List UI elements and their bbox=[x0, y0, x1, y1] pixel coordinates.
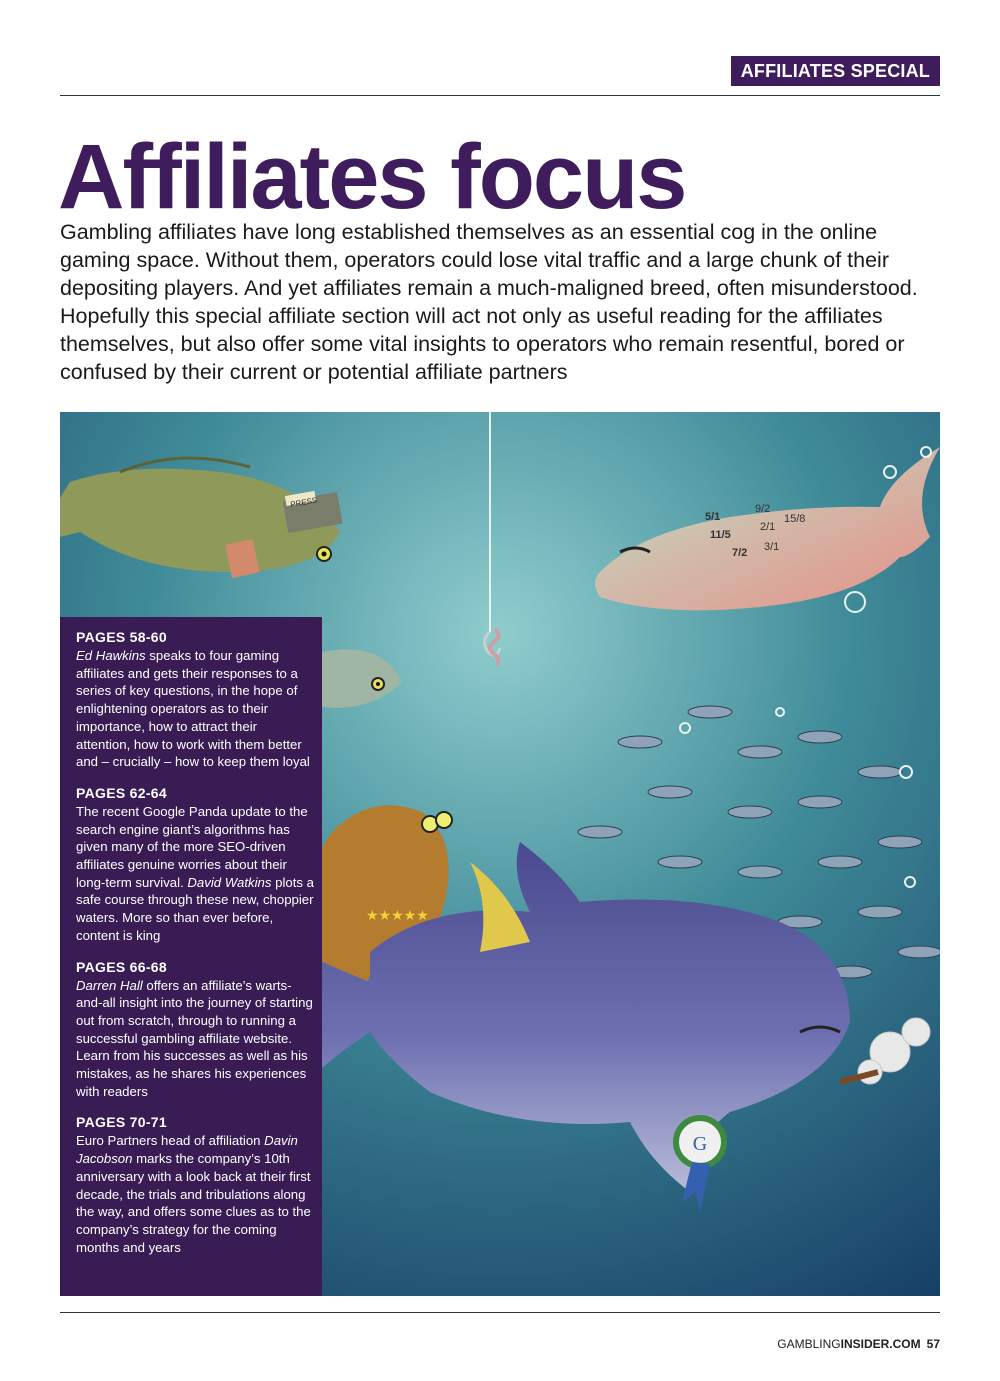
contents-sidebar bbox=[60, 617, 322, 1296]
bottom-rule bbox=[60, 1312, 940, 1313]
author-name: Darren Hall bbox=[76, 977, 143, 993]
author-name: David Watkins bbox=[187, 874, 272, 890]
odds-2: 9/2 bbox=[755, 503, 771, 515]
odds-7: 3/1 bbox=[764, 541, 780, 553]
hat-label: PRESS bbox=[289, 495, 318, 510]
odds-6: 7/2 bbox=[732, 547, 748, 559]
section-body-intro: Euro Partners head of affiliation bbox=[76, 1133, 265, 1149]
footer bbox=[777, 1337, 940, 1351]
headline: Affiliates focus bbox=[58, 126, 686, 228]
section-body: plots a safe course through these new, choppier waters. More so than ever before, content is king bbox=[76, 874, 314, 943]
sidebar-section-1 bbox=[76, 629, 314, 771]
footer-brand-light: GAMBLING bbox=[777, 1337, 841, 1351]
sidebar-section-3 bbox=[76, 959, 314, 1101]
section-body: marks the company’s 10th anniversary with a look back at their first decade, the trials and tribulations along the way, and offers some clues as to the company’s strategy for the coming months and years bbox=[76, 1151, 311, 1255]
section-body-intro: The recent Google Panda update to the search engine giant’s algorithms has given many of the more SEO-driven affiliates genuine worries about their long-term survival. bbox=[76, 803, 308, 890]
rosette-letter: G bbox=[692, 1133, 708, 1155]
page-number: 57 bbox=[926, 1337, 940, 1351]
section-heading: PAGES 62-64 bbox=[76, 784, 167, 801]
odds-3: 11/5 bbox=[710, 529, 731, 541]
sidebar-section-4 bbox=[76, 1114, 314, 1256]
section-heading: PAGES 66-68 bbox=[76, 958, 167, 975]
odds-1: 5/1 bbox=[705, 511, 721, 523]
section-body: offers an affiliate’s warts-and-all insight into the journey of starting out from scratch, through to running a successful gambling affiliate website. Learn from his successes as well as his mistakes, as he shares his experiences with readers bbox=[76, 977, 313, 1099]
author-name: Ed Hawkins bbox=[76, 648, 146, 663]
top-rule bbox=[60, 95, 940, 96]
footer-brand-bold: INSIDER.COM bbox=[840, 1337, 921, 1351]
standfirst: Gambling affiliates have long established themselves as an essential cog in the online gaming space. Without them, operators could lose vital traffic and a large chunk of their depositing players. And yet affiliates remain a much-maligned breed, often misunderstood. Hopefully this special affiliate section will act not only as useful reading for the affiliates themselves, but also offer some vital insights to operators who remain resentful, bored or confused by their current or potential affiliate partners bbox=[60, 220, 918, 384]
section-body: speaks to four gaming affiliates and gets their responses to a series of key questions, in the hope of enlightening operators as to their importance, how to attract their attention, how to work with them better and – crucially – how to keep them loyal bbox=[76, 648, 310, 770]
section-badge: AFFILIATES SPECIAL bbox=[731, 56, 940, 86]
author-name: Davin Jacobson bbox=[76, 1133, 298, 1167]
svg-text:★★★★★: ★★★★★ bbox=[366, 908, 429, 924]
odds-4: 2/1 bbox=[760, 521, 776, 533]
odds-5: 15/8 bbox=[784, 513, 806, 525]
sidebar-section-2 bbox=[76, 785, 314, 945]
section-heading: PAGES 58-60 bbox=[76, 629, 167, 645]
section-heading: PAGES 70-71 bbox=[76, 1114, 167, 1131]
